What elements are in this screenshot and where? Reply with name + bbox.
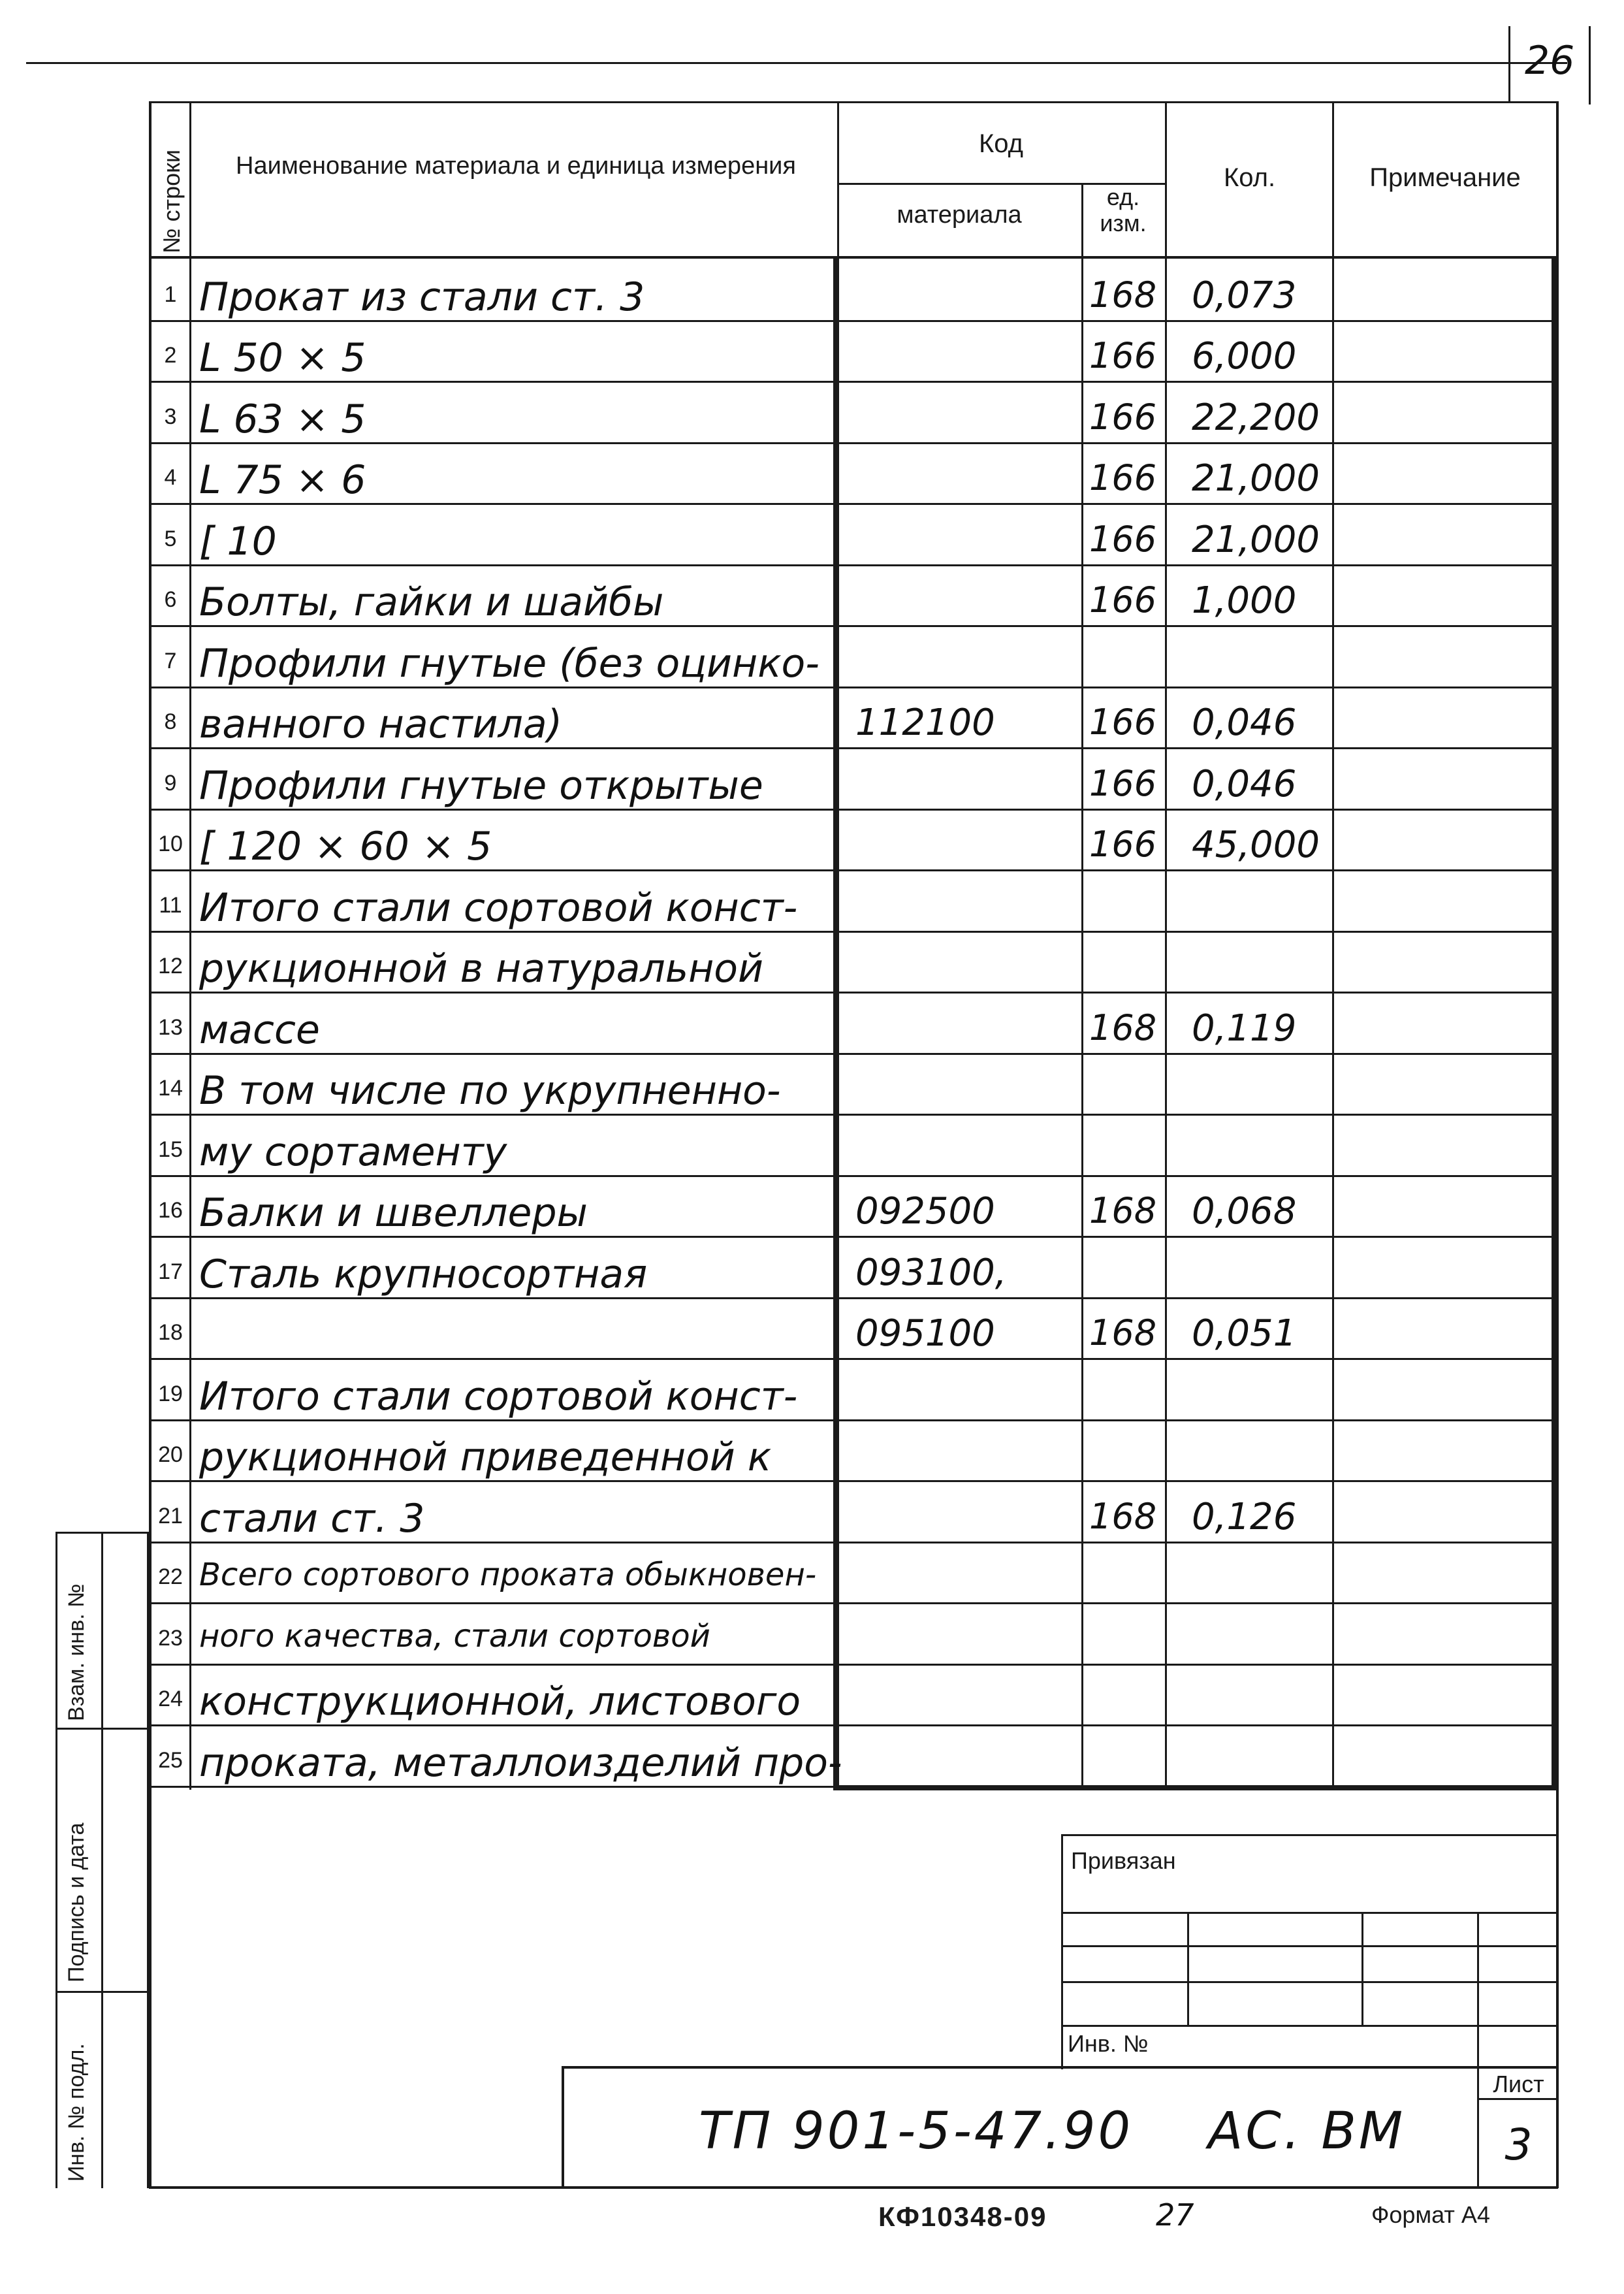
row-qty: 0,046	[1192, 763, 1297, 805]
header-name	[196, 150, 836, 182]
row-number: 14	[158, 1076, 183, 1101]
row-unit: 166	[1089, 396, 1157, 438]
side-stamp-left	[56, 1532, 57, 2188]
row-line	[151, 1786, 1555, 1788]
row-number: 9	[164, 771, 177, 796]
row-name: L 75 × 6	[199, 457, 366, 503]
footer-format: Формат А4	[1371, 2201, 1490, 2228]
footer-number: 27	[1156, 2197, 1194, 2233]
page-number: 26	[1525, 38, 1575, 84]
side-stamp-div1	[56, 1728, 149, 1730]
row-line	[151, 1175, 1555, 1177]
privyazan-label: Привязан	[1071, 1847, 1176, 1874]
row-number: 16	[158, 1198, 183, 1223]
row-qty: 21,000	[1192, 457, 1320, 500]
row-line	[151, 625, 1555, 627]
row-name: В том числе по укрупненно-	[199, 1068, 781, 1114]
row-unit: 166	[1089, 824, 1157, 865]
row-code: 092500	[855, 1190, 995, 1233]
header-row-number: № строки	[158, 149, 185, 253]
row-unit: 166	[1089, 457, 1157, 498]
row-name: массе	[199, 1007, 320, 1053]
row-number: 24	[158, 1687, 183, 1711]
tb-top	[1061, 1834, 1558, 1836]
row-unit: 168	[1089, 1496, 1157, 1537]
frame-bottom	[149, 2186, 1558, 2189]
row-name: ванного настила)	[199, 702, 563, 747]
header-name-text: Наименование материала и единица измерения	[236, 152, 796, 180]
row-number: 3	[164, 404, 177, 429]
row-qty: 1,000	[1192, 579, 1297, 622]
row-name: Болты, гайки и шайбы	[199, 579, 664, 625]
tb-sheet-div	[1477, 2098, 1558, 2100]
tb-row2	[1061, 1945, 1558, 1947]
side-stamp-top	[56, 1532, 149, 1534]
row-number: 13	[158, 1015, 183, 1040]
sheet-number: 3	[1505, 2120, 1533, 2170]
page-number-box-right	[1589, 26, 1591, 105]
side-stamp-mid	[101, 1532, 103, 2188]
row-number: 1	[164, 282, 177, 307]
row-number: 17	[158, 1259, 183, 1284]
row-qty: 0,046	[1192, 702, 1297, 744]
row-line	[151, 1664, 1555, 1666]
row-line	[151, 1053, 1555, 1055]
row-number: 4	[164, 465, 177, 490]
row-number: 15	[158, 1137, 183, 1162]
row-qty: 6,000	[1192, 335, 1297, 378]
row-line	[151, 1358, 1555, 1360]
row-line	[151, 1419, 1555, 1421]
row-unit: 166	[1089, 579, 1157, 621]
row-number: 21	[158, 1504, 183, 1528]
row-name: стали ст. 3	[199, 1496, 425, 1542]
row-line	[151, 503, 1555, 505]
row-name: Итого стали сортовой конст-	[199, 885, 798, 931]
header-bottom-line	[149, 256, 1558, 259]
footer-code: КФ10348-09	[878, 2201, 1047, 2232]
row-name: Итого стали сортовой конст-	[199, 1374, 798, 1419]
row-qty: 0,051	[1192, 1312, 1297, 1355]
row-line	[151, 1480, 1555, 1482]
designation: ТП 901-5-47.90	[699, 2102, 1134, 2161]
row-line	[151, 869, 1555, 871]
inv-no-label: Инв. №	[1068, 2030, 1149, 2057]
row-unit: 168	[1089, 1312, 1157, 1353]
row-number: 6	[164, 587, 177, 612]
row-unit: 166	[1089, 763, 1157, 804]
row-number: 23	[158, 1626, 183, 1651]
row-line	[151, 747, 1555, 749]
tb-row3	[1061, 1981, 1558, 1983]
row-name: му сортаменту	[199, 1129, 507, 1175]
header-qty: Кол.	[1223, 163, 1276, 192]
row-number: 11	[159, 893, 182, 918]
page-number-box-left	[1508, 26, 1510, 101]
row-name: L 63 × 5	[199, 396, 366, 442]
tb-v3	[1477, 1912, 1479, 2186]
row-line	[151, 992, 1555, 994]
side-stamp-inv-podl: Инв. № подл.	[64, 2043, 89, 2182]
row-code: 093100,	[855, 1252, 1007, 1294]
section-code: АС. ВМ	[1208, 2102, 1406, 2161]
side-stamp-div2	[56, 1991, 149, 1993]
row-qty: 21,000	[1192, 519, 1320, 561]
row-qty: 0,073	[1192, 274, 1297, 317]
row-number: 8	[164, 709, 177, 734]
tb-main-top	[562, 2066, 1558, 2069]
row-name: Профили гнутые открытые	[199, 763, 763, 809]
row-line	[151, 1724, 1555, 1726]
row-name: Балки и швеллеры	[199, 1190, 588, 1236]
col-line-rowno	[189, 101, 191, 1790]
side-stamp-podpis: Подпись и дата	[64, 1822, 89, 1982]
row-number: 22	[158, 1564, 183, 1589]
row-name: конструкционной, листового	[199, 1679, 801, 1724]
row-number: 10	[158, 832, 183, 856]
row-unit: 166	[1089, 702, 1157, 743]
header-code-material: материала	[897, 201, 1022, 229]
row-qty: 22,200	[1192, 396, 1320, 439]
row-number: 18	[158, 1320, 183, 1345]
row-number: 20	[158, 1442, 183, 1467]
row-code: 095100	[855, 1312, 995, 1355]
row-name: Сталь крупносортная	[199, 1252, 648, 1297]
frame-top	[149, 101, 1558, 103]
tb-row4	[1061, 2025, 1558, 2027]
row-number: 25	[158, 1748, 183, 1773]
row-qty: 0,126	[1192, 1496, 1297, 1538]
top-border	[26, 62, 1567, 64]
row-line	[151, 1602, 1555, 1604]
row-name: Профили гнутые (без оцинко-	[199, 641, 820, 687]
row-line	[151, 564, 1555, 566]
header-unit: ед. изм.	[1100, 184, 1147, 236]
row-name: [ 120 × 60 × 5	[199, 824, 492, 869]
row-unit: 166	[1089, 335, 1157, 376]
header-code: Код	[978, 129, 1023, 158]
tb-v2	[1361, 1912, 1363, 2025]
row-line	[151, 442, 1555, 444]
col-line-qty	[1332, 101, 1334, 1790]
row-line	[151, 1297, 1555, 1299]
row-unit: 166	[1089, 519, 1157, 560]
row-name: рукционной приведенной к	[199, 1434, 772, 1480]
row-line	[151, 809, 1555, 811]
row-unit: 168	[1089, 1007, 1157, 1048]
row-unit: 168	[1089, 274, 1157, 315]
row-line	[151, 320, 1555, 322]
col-line-code	[1081, 183, 1083, 1790]
row-qty: 45,000	[1192, 824, 1320, 866]
row-number: 7	[164, 649, 177, 673]
row-qty: 0,119	[1192, 1007, 1297, 1050]
tb-v1	[1187, 1912, 1189, 2025]
col-line-unit	[1165, 101, 1167, 1790]
tb-row1	[1061, 1912, 1558, 1914]
row-name: ного качества, стали сортовой	[199, 1618, 710, 1655]
row-code: 112100	[855, 702, 995, 744]
row-line	[151, 687, 1555, 688]
row-line	[151, 381, 1555, 383]
side-stamp-right	[147, 1532, 150, 2188]
row-number: 2	[164, 343, 177, 368]
data-frame-right	[1552, 259, 1558, 1790]
row-name: [ 10	[199, 519, 277, 564]
side-stamp-vzam: Взам. инв. №	[64, 1583, 89, 1721]
row-number: 19	[158, 1381, 183, 1406]
row-name: рукционной в натуральной	[199, 946, 763, 992]
data-frame-left	[833, 259, 838, 1790]
row-number: 12	[158, 954, 183, 978]
row-qty: 0,068	[1192, 1190, 1297, 1233]
row-line	[151, 931, 1555, 933]
row-name: Всего сортового проката обыкновен-	[199, 1557, 817, 1593]
row-line	[151, 1236, 1555, 1238]
row-line	[151, 1114, 1555, 1116]
tb-main-left	[562, 2066, 564, 2188]
row-line	[151, 1542, 1555, 1543]
row-unit: 168	[1089, 1190, 1157, 1231]
row-name: L 50 × 5	[199, 335, 366, 381]
row-name: Прокат из стали ст. 3	[199, 274, 645, 320]
row-name: проката, металлоизделий про-	[199, 1740, 842, 1786]
header-note: Примечание	[1369, 163, 1521, 192]
row-number: 5	[164, 526, 177, 551]
tb-left	[1061, 1834, 1063, 2069]
sheet-label: Лист	[1493, 2071, 1544, 2097]
